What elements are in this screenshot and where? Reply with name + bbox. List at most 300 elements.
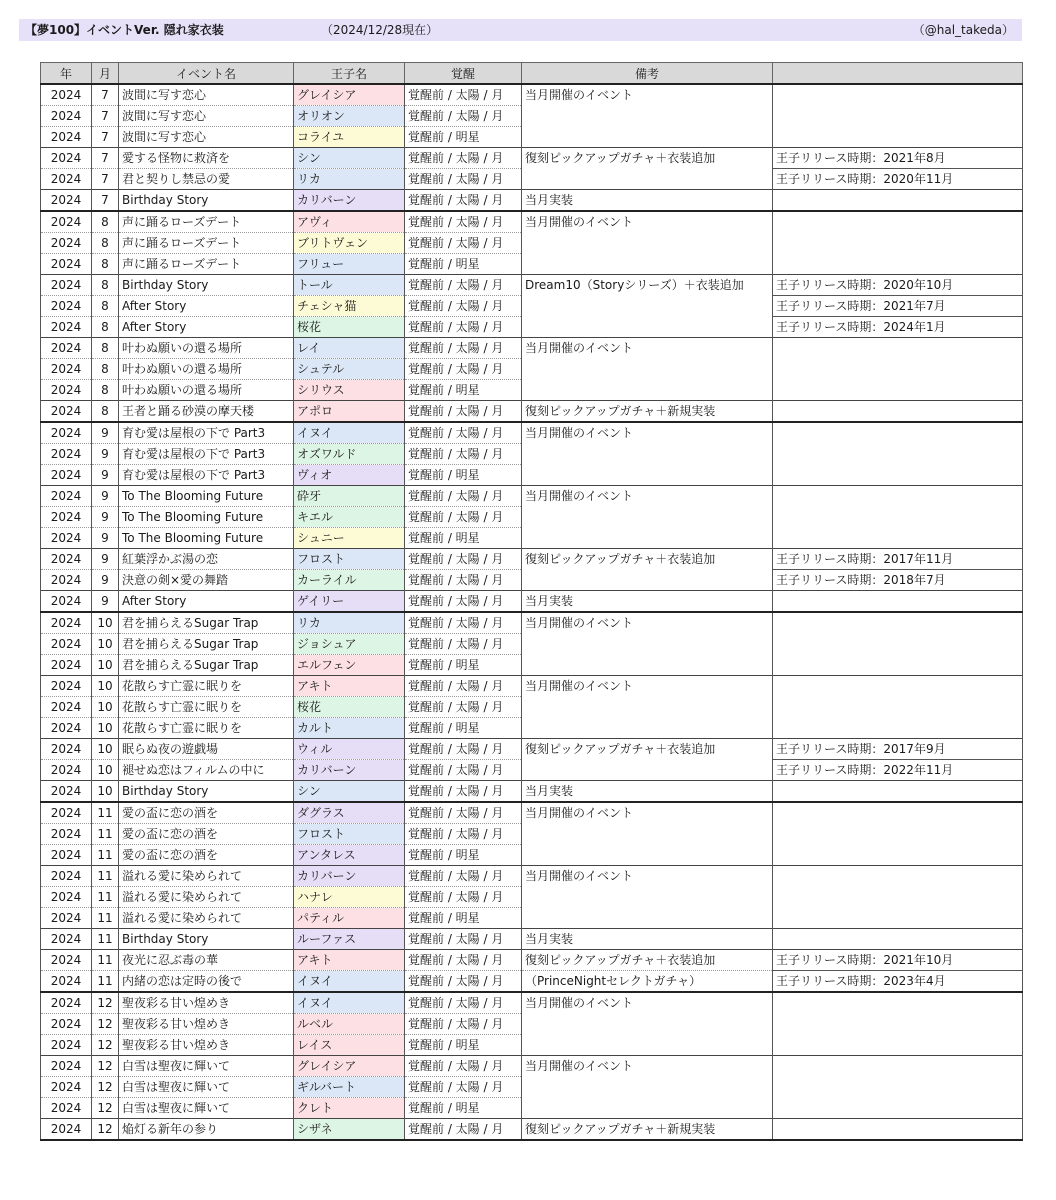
col-header-extra — [773, 63, 1023, 85]
table-row — [41, 929, 1023, 950]
month-cell: 12 — [92, 1014, 119, 1035]
month-cell: 10 — [92, 739, 119, 760]
table-row — [41, 1056, 1023, 1077]
year-cell: 2024 — [41, 444, 92, 465]
prince-name-cell: オリオン — [294, 106, 405, 127]
prince-name-cell: リカ — [294, 169, 405, 190]
event-name-cell: After Story — [119, 591, 294, 613]
prince-name-cell: ルベル — [294, 1014, 405, 1035]
prince-name-cell: アンタレス — [294, 845, 405, 866]
event-name-cell: 育む愛は屋根の下で Part3 — [119, 465, 294, 486]
event-name-cell: Birthday Story — [119, 781, 294, 803]
prince-name-cell: カリバーン — [294, 190, 405, 212]
year-cell: 2024 — [41, 275, 92, 296]
month-cell: 7 — [92, 127, 119, 148]
prince-name-cell: フロスト — [294, 549, 405, 570]
awakening-cell: 覚醒前 / 太陽 / 月 — [405, 507, 522, 528]
remarks-cell: 当月開催のイベント — [522, 422, 773, 486]
month-cell: 7 — [92, 84, 119, 106]
event-name-cell: 紅葉浮かぶ湯の恋 — [119, 549, 294, 570]
month-cell: 8 — [92, 401, 119, 423]
month-cell: 8 — [92, 296, 119, 317]
prince-name-cell: コライユ — [294, 127, 405, 148]
event-name-cell: Birthday Story — [119, 190, 294, 212]
awakening-cell: 覚醒前 / 太陽 / 月 — [405, 760, 522, 781]
title-bar — [19, 19, 1022, 41]
awakening-cell: 覚醒前 / 太陽 / 月 — [405, 359, 522, 380]
prince-name-cell: ヴィオ — [294, 465, 405, 486]
month-cell: 8 — [92, 338, 119, 359]
awakening-cell: 覚醒前 / 太陽 / 月 — [405, 1077, 522, 1098]
month-cell: 12 — [92, 1119, 119, 1141]
col-header-prince: 王子名 — [294, 63, 405, 85]
year-cell: 2024 — [41, 845, 92, 866]
col-header-event: イベント名 — [119, 63, 294, 85]
year-cell: 2024 — [41, 887, 92, 908]
event-name-cell: 花散らす亡霊に眠りを — [119, 697, 294, 718]
month-cell: 8 — [92, 380, 119, 401]
release-period-cell: 王子リリース時期：2022年11月 — [773, 760, 1023, 781]
awakening-cell: 覚醒前 / 太陽 / 月 — [405, 634, 522, 655]
event-name-cell: 花散らす亡霊に眠りを — [119, 718, 294, 739]
month-cell: 8 — [92, 211, 119, 233]
year-cell: 2024 — [41, 317, 92, 338]
year-cell: 2024 — [41, 380, 92, 401]
year-cell: 2024 — [41, 1077, 92, 1098]
awakening-cell: 覚醒前 / 太陽 / 月 — [405, 275, 522, 296]
release-period-cell: 王子リリース時期：2024年1月 — [773, 317, 1023, 338]
event-name-cell: 聖夜彩る甘い煌めき — [119, 1035, 294, 1056]
prince-name-cell: カリバーン — [294, 866, 405, 887]
awakening-cell: 覚醒前 / 太陽 / 月 — [405, 866, 522, 887]
remarks-cell: 当月開催のイベント — [522, 338, 773, 401]
table-row — [41, 84, 1023, 106]
event-name-cell: 育む愛は屋根の下で Part3 — [119, 444, 294, 465]
prince-name-cell: パティル — [294, 908, 405, 929]
remarks-cell: 当月開催のイベント — [522, 992, 773, 1056]
year-cell: 2024 — [41, 676, 92, 697]
month-cell: 9 — [92, 486, 119, 507]
year-cell: 2024 — [41, 739, 92, 760]
event-name-cell: 焔灯る新年の参り — [119, 1119, 294, 1141]
event-name-cell: 溢れる愛に染められて — [119, 887, 294, 908]
costume-table — [40, 62, 1023, 1141]
table-row — [41, 486, 1023, 507]
prince-name-cell: レイ — [294, 338, 405, 359]
prince-name-cell: キエル — [294, 507, 405, 528]
event-name-cell: 愛の盃に恋の酒を — [119, 802, 294, 824]
table-row — [41, 781, 1023, 803]
awakening-cell: 覚醒前 / 太陽 / 月 — [405, 570, 522, 591]
prince-name-cell: フリュー — [294, 254, 405, 275]
year-cell: 2024 — [41, 211, 92, 233]
awakening-cell: 覚醒前 / 明星 — [405, 1098, 522, 1119]
awakening-cell: 覚醒前 / 明星 — [405, 254, 522, 275]
year-cell: 2024 — [41, 549, 92, 570]
prince-name-cell: シン — [294, 781, 405, 803]
month-cell: 10 — [92, 697, 119, 718]
month-cell: 10 — [92, 634, 119, 655]
month-cell: 11 — [92, 908, 119, 929]
event-name-cell: 叶わぬ願いの還る場所 — [119, 380, 294, 401]
month-cell: 8 — [92, 359, 119, 380]
awakening-cell: 覚醒前 / 太陽 / 月 — [405, 233, 522, 254]
prince-name-cell: ゲイリー — [294, 591, 405, 613]
release-period-cell — [773, 612, 1023, 676]
awakening-cell: 覚醒前 / 明星 — [405, 718, 522, 739]
remarks-cell: 当月開催のイベント — [522, 211, 773, 275]
month-cell: 10 — [92, 655, 119, 676]
year-cell: 2024 — [41, 148, 92, 169]
release-period-cell — [773, 338, 1023, 401]
prince-name-cell: チェシャ猫 — [294, 296, 405, 317]
prince-name-cell: リカ — [294, 612, 405, 634]
awakening-cell: 覚醒前 / 太陽 / 月 — [405, 338, 522, 359]
remarks-cell: 当月開催のイベント — [522, 802, 773, 866]
prince-name-cell: ダグラス — [294, 802, 405, 824]
month-cell: 11 — [92, 950, 119, 971]
release-period-cell — [773, 84, 1023, 148]
year-cell: 2024 — [41, 570, 92, 591]
event-name-cell: 白雪は聖夜に輝いて — [119, 1056, 294, 1077]
year-cell: 2024 — [41, 84, 92, 106]
remarks-cell: 復刻ピックアップガチャ＋新規実装 — [522, 1119, 773, 1141]
event-name-cell: 白雪は聖夜に輝いて — [119, 1098, 294, 1119]
prince-name-cell: アキト — [294, 950, 405, 971]
year-cell: 2024 — [41, 401, 92, 423]
month-cell: 11 — [92, 929, 119, 950]
prince-name-cell: クレト — [294, 1098, 405, 1119]
prince-name-cell: トール — [294, 275, 405, 296]
col-header-year: 年 — [41, 63, 92, 85]
month-cell: 10 — [92, 781, 119, 803]
remarks-cell: 当月実装 — [522, 929, 773, 950]
year-cell: 2024 — [41, 1014, 92, 1035]
awakening-cell: 覚醒前 / 太陽 / 月 — [405, 401, 522, 423]
release-period-cell — [773, 1056, 1023, 1119]
event-name-cell: 花散らす亡霊に眠りを — [119, 676, 294, 697]
prince-name-cell: イヌイ — [294, 422, 405, 444]
prince-name-cell: カリバーン — [294, 760, 405, 781]
event-name-cell: 波間に写す恋心 — [119, 127, 294, 148]
remarks-cell: 復刻ピックアップガチャ＋衣装追加 — [522, 549, 773, 591]
table-row — [41, 802, 1023, 824]
table-row — [41, 148, 1023, 169]
month-cell: 9 — [92, 507, 119, 528]
event-name-cell: 叶わぬ願いの還る場所 — [119, 338, 294, 359]
release-period-cell: 王子リリース時期：2021年10月 — [773, 950, 1023, 971]
release-period-cell — [773, 929, 1023, 950]
page-title: 【夢100】イベントVer. 隠れ家衣装 — [25, 23, 224, 37]
remarks-cell: 復刻ピックアップガチャ＋新規実装 — [522, 401, 773, 423]
prince-name-cell: グレイシア — [294, 1056, 405, 1077]
awakening-cell: 覚醒前 / 太陽 / 月 — [405, 929, 522, 950]
year-cell: 2024 — [41, 718, 92, 739]
event-name-cell: 君を捕らえるSugar Trap — [119, 655, 294, 676]
year-cell: 2024 — [41, 254, 92, 275]
release-period-cell: 王子リリース時期：2017年9月 — [773, 739, 1023, 760]
table-row — [41, 1119, 1023, 1141]
release-period-cell: 王子リリース時期：2021年8月 — [773, 148, 1023, 169]
awakening-cell: 覚醒前 / 太陽 / 月 — [405, 549, 522, 570]
prince-name-cell: エルフェン — [294, 655, 405, 676]
year-cell: 2024 — [41, 338, 92, 359]
event-name-cell: 声に踊るローズデート — [119, 211, 294, 233]
remarks-cell: 当月開催のイベント — [522, 676, 773, 739]
table-row — [41, 971, 1023, 993]
event-name-cell: 叶わぬ願いの還る場所 — [119, 359, 294, 380]
prince-name-cell: アポロ — [294, 401, 405, 423]
month-cell: 11 — [92, 866, 119, 887]
month-cell: 9 — [92, 422, 119, 444]
awakening-cell: 覚醒前 / 太陽 / 月 — [405, 106, 522, 127]
table-row — [41, 612, 1023, 634]
col-header-month: 月 — [92, 63, 119, 85]
release-period-cell — [773, 802, 1023, 866]
event-name-cell: 声に踊るローズデート — [119, 233, 294, 254]
release-period-cell — [773, 486, 1023, 549]
prince-name-cell: カルト — [294, 718, 405, 739]
year-cell: 2024 — [41, 359, 92, 380]
awakening-cell: 覚醒前 / 太陽 / 月 — [405, 591, 522, 613]
month-cell: 12 — [92, 1056, 119, 1077]
month-cell: 7 — [92, 190, 119, 212]
month-cell: 9 — [92, 591, 119, 613]
awakening-cell: 覚醒前 / 太陽 / 月 — [405, 950, 522, 971]
awakening-cell: 覚醒前 / 太陽 / 月 — [405, 148, 522, 169]
event-name-cell: 愛する怪物に救済を — [119, 148, 294, 169]
year-cell: 2024 — [41, 465, 92, 486]
prince-name-cell: アヴィ — [294, 211, 405, 233]
event-name-cell: After Story — [119, 317, 294, 338]
table-header-row — [41, 63, 1023, 85]
prince-name-cell: シリウス — [294, 380, 405, 401]
table-row — [41, 591, 1023, 613]
as-of-date: （2024/12/28現在） — [321, 23, 439, 37]
event-name-cell: 褪せぬ恋はフィルムの中に — [119, 760, 294, 781]
month-cell: 12 — [92, 1098, 119, 1119]
awakening-cell: 覚醒前 / 明星 — [405, 655, 522, 676]
prince-name-cell: ルーファス — [294, 929, 405, 950]
event-name-cell: 決意の剣×愛の舞踏 — [119, 570, 294, 591]
year-cell: 2024 — [41, 507, 92, 528]
table-row — [41, 676, 1023, 697]
remarks-cell: 復刻ピックアップガチャ＋衣装追加 — [522, 950, 773, 971]
month-cell: 9 — [92, 465, 119, 486]
year-cell: 2024 — [41, 591, 92, 613]
table-row — [41, 422, 1023, 444]
year-cell: 2024 — [41, 655, 92, 676]
prince-name-cell: フロスト — [294, 824, 405, 845]
event-name-cell: 溢れる愛に染められて — [119, 866, 294, 887]
month-cell: 11 — [92, 802, 119, 824]
month-cell: 7 — [92, 169, 119, 190]
remarks-cell: 当月開催のイベント — [522, 486, 773, 549]
prince-name-cell: シュテル — [294, 359, 405, 380]
event-name-cell: 声に踊るローズデート — [119, 254, 294, 275]
awakening-cell: 覚醒前 / 太陽 / 月 — [405, 824, 522, 845]
prince-name-cell: イヌイ — [294, 992, 405, 1014]
event-name-cell: 愛の盃に恋の酒を — [119, 824, 294, 845]
awakening-cell: 覚醒前 / 明星 — [405, 908, 522, 929]
table-row — [41, 866, 1023, 887]
prince-name-cell: 桜花 — [294, 697, 405, 718]
awakening-cell: 覚醒前 / 太陽 / 月 — [405, 1119, 522, 1141]
year-cell: 2024 — [41, 486, 92, 507]
month-cell: 9 — [92, 549, 119, 570]
remarks-cell: 当月実装 — [522, 781, 773, 803]
awakening-cell: 覚醒前 / 太陽 / 月 — [405, 317, 522, 338]
prince-name-cell: グレイシア — [294, 84, 405, 106]
event-name-cell: 育む愛は屋根の下で Part3 — [119, 422, 294, 444]
month-cell: 10 — [92, 760, 119, 781]
month-cell: 7 — [92, 106, 119, 127]
awakening-cell: 覚醒前 / 太陽 / 月 — [405, 1056, 522, 1077]
release-period-cell — [773, 676, 1023, 739]
awakening-cell: 覚醒前 / 太陽 / 月 — [405, 802, 522, 824]
release-period-cell: 王子リリース時期：2021年7月 — [773, 296, 1023, 317]
release-period-cell: 王子リリース時期：2018年7月 — [773, 570, 1023, 591]
prince-name-cell: アキト — [294, 676, 405, 697]
awakening-cell: 覚醒前 / 太陽 / 月 — [405, 211, 522, 233]
release-period-cell: 王子リリース時期：2017年11月 — [773, 549, 1023, 570]
table-row — [41, 739, 1023, 760]
month-cell: 8 — [92, 275, 119, 296]
remarks-cell: 当月実装 — [522, 591, 773, 613]
table-row — [41, 338, 1023, 359]
event-name-cell: 波間に写す恋心 — [119, 84, 294, 106]
awakening-cell: 覚醒前 / 太陽 / 月 — [405, 612, 522, 634]
year-cell: 2024 — [41, 296, 92, 317]
month-cell: 10 — [92, 718, 119, 739]
release-period-cell — [773, 422, 1023, 486]
event-name-cell: 王者と踊る砂漠の摩天楼 — [119, 401, 294, 423]
awakening-cell: 覚醒前 / 明星 — [405, 528, 522, 549]
month-cell: 7 — [92, 148, 119, 169]
release-period-cell — [773, 781, 1023, 803]
col-header-remarks: 備考 — [522, 63, 773, 85]
awakening-cell: 覚醒前 / 太陽 / 月 — [405, 486, 522, 507]
awakening-cell: 覚醒前 / 太陽 / 月 — [405, 296, 522, 317]
year-cell: 2024 — [41, 422, 92, 444]
month-cell: 12 — [92, 1077, 119, 1098]
prince-name-cell: 砕牙 — [294, 486, 405, 507]
awakening-cell: 覚醒前 / 太陽 / 月 — [405, 887, 522, 908]
remarks-cell: （PrinceNightセレクトガチャ） — [522, 971, 773, 993]
event-name-cell: 君を捕らえるSugar Trap — [119, 634, 294, 655]
table-row — [41, 211, 1023, 233]
remarks-cell: 当月開催のイベント — [522, 84, 773, 148]
month-cell: 9 — [92, 528, 119, 549]
awakening-cell: 覚醒前 / 太陽 / 月 — [405, 697, 522, 718]
release-period-cell — [773, 1119, 1023, 1141]
author-handle: （@hal_takeda） — [912, 23, 1014, 37]
remarks-cell: 復刻ピックアップガチャ＋衣装追加 — [522, 739, 773, 781]
prince-name-cell: シュニー — [294, 528, 405, 549]
month-cell: 11 — [92, 887, 119, 908]
year-cell: 2024 — [41, 1056, 92, 1077]
awakening-cell: 覚醒前 / 太陽 / 月 — [405, 992, 522, 1014]
prince-name-cell: ウィル — [294, 739, 405, 760]
awakening-cell: 覚醒前 / 明星 — [405, 127, 522, 148]
year-cell: 2024 — [41, 866, 92, 887]
prince-name-cell: ハナレ — [294, 887, 405, 908]
event-name-cell: 波間に写す恋心 — [119, 106, 294, 127]
event-name-cell: 眠らぬ夜の遊戯場 — [119, 739, 294, 760]
awakening-cell: 覚醒前 / 太陽 / 月 — [405, 739, 522, 760]
month-cell: 8 — [92, 317, 119, 338]
remarks-cell: 当月開催のイベント — [522, 612, 773, 676]
event-name-cell: 君と契りし禁忌の愛 — [119, 169, 294, 190]
table-row — [41, 190, 1023, 212]
year-cell: 2024 — [41, 612, 92, 634]
event-name-cell: 白雪は聖夜に輝いて — [119, 1077, 294, 1098]
table-row — [41, 549, 1023, 570]
prince-name-cell: カーライル — [294, 570, 405, 591]
awakening-cell: 覚醒前 / 太陽 / 月 — [405, 971, 522, 993]
awakening-cell: 覚醒前 / 明星 — [405, 845, 522, 866]
event-name-cell: 君を捕らえるSugar Trap — [119, 612, 294, 634]
awakening-cell: 覚醒前 / 太陽 / 月 — [405, 422, 522, 444]
remarks-cell: Dream10（Storyシリーズ）＋衣装追加 — [522, 275, 773, 338]
remarks-cell: 当月開催のイベント — [522, 866, 773, 929]
table-body — [41, 84, 1023, 1140]
year-cell: 2024 — [41, 1119, 92, 1141]
table-row — [41, 950, 1023, 971]
release-period-cell — [773, 190, 1023, 212]
event-name-cell: 聖夜彩る甘い煌めき — [119, 1014, 294, 1035]
awakening-cell: 覚醒前 / 明星 — [405, 465, 522, 486]
release-period-cell — [773, 866, 1023, 929]
month-cell: 9 — [92, 444, 119, 465]
year-cell: 2024 — [41, 992, 92, 1014]
release-period-cell: 王子リリース時期：2020年10月 — [773, 275, 1023, 296]
awakening-cell: 覚醒前 / 太陽 / 月 — [405, 676, 522, 697]
event-name-cell: Birthday Story — [119, 275, 294, 296]
month-cell: 10 — [92, 676, 119, 697]
year-cell: 2024 — [41, 634, 92, 655]
prince-name-cell: イヌイ — [294, 971, 405, 993]
prince-name-cell: ブリトヴェン — [294, 233, 405, 254]
month-cell: 12 — [92, 1035, 119, 1056]
table-row — [41, 275, 1023, 296]
year-cell: 2024 — [41, 971, 92, 993]
year-cell: 2024 — [41, 127, 92, 148]
prince-name-cell: シザネ — [294, 1119, 405, 1141]
release-period-cell: 王子リリース時期：2020年11月 — [773, 169, 1023, 190]
month-cell: 10 — [92, 612, 119, 634]
awakening-cell: 覚醒前 / 太陽 / 月 — [405, 1014, 522, 1035]
remarks-cell: 当月開催のイベント — [522, 1056, 773, 1119]
event-name-cell: 愛の盃に恋の酒を — [119, 845, 294, 866]
year-cell: 2024 — [41, 106, 92, 127]
awakening-cell: 覚醒前 / 明星 — [405, 1035, 522, 1056]
year-cell: 2024 — [41, 781, 92, 803]
awakening-cell: 覚醒前 / 明星 — [405, 380, 522, 401]
year-cell: 2024 — [41, 802, 92, 824]
prince-name-cell: ギルバート — [294, 1077, 405, 1098]
event-name-cell: 溢れる愛に染められて — [119, 908, 294, 929]
month-cell: 11 — [92, 824, 119, 845]
year-cell: 2024 — [41, 908, 92, 929]
table-row — [41, 401, 1023, 423]
prince-name-cell: シン — [294, 148, 405, 169]
event-name-cell: After Story — [119, 296, 294, 317]
prince-name-cell: ジョシュア — [294, 634, 405, 655]
release-period-cell — [773, 992, 1023, 1056]
remarks-cell: 復刻ピックアップガチャ＋衣装追加 — [522, 148, 773, 190]
year-cell: 2024 — [41, 697, 92, 718]
